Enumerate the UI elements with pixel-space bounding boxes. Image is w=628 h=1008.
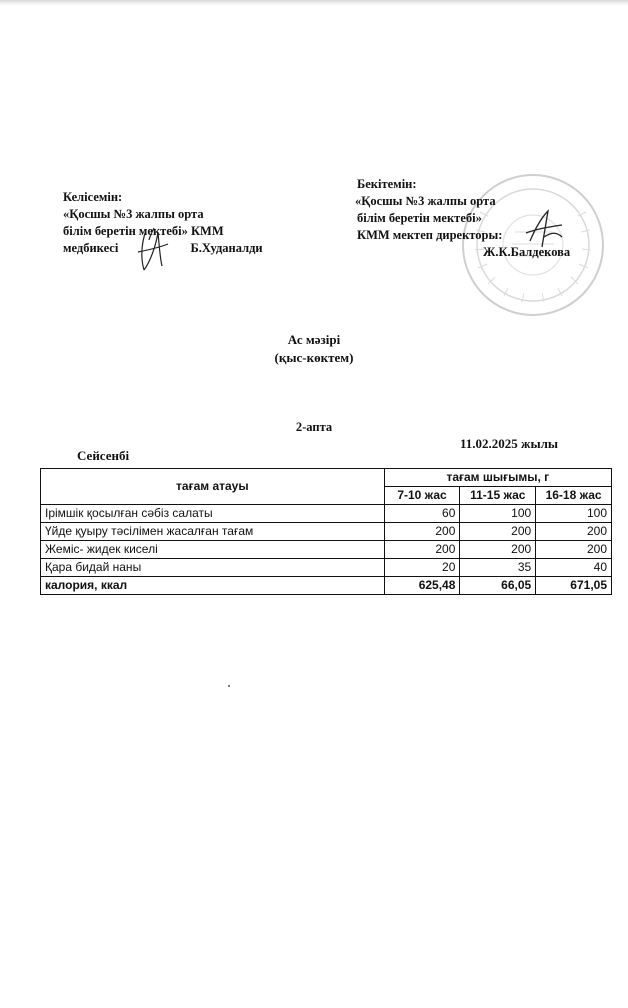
dish-name: Ірімшік қосылған сәбіз салаты <box>41 505 385 523</box>
approval-right-line2: «Қосшы №3 жалпы орта <box>355 194 496 208</box>
approval-left-line3: білім беретін мектебі» КММ <box>63 224 224 238</box>
season-subtitle: (қыс-көктем) <box>274 350 354 365</box>
approval-left-line1: Келісемін: <box>63 190 123 204</box>
week-label: 2-апта <box>295 420 333 434</box>
approval-left-line2: «Қосшы №3 жалпы орта <box>63 207 204 221</box>
portion-value: 35 <box>460 559 536 577</box>
dish-name: Қара бидай наны <box>41 559 385 577</box>
nurse-signature <box>132 222 172 277</box>
age-group-header: 16-18 жас <box>536 487 612 505</box>
portion-value: 200 <box>384 523 460 541</box>
portion-value: 20 <box>384 559 460 577</box>
approval-left-role: медбикесі <box>63 241 119 255</box>
portion-value: 200 <box>384 541 460 559</box>
menu-table <box>40 468 612 595</box>
age-group-header: 11-15 жас <box>460 487 536 505</box>
portion-value: 60 <box>384 505 460 523</box>
dish-name: Үйде қуыру тәсілімен жасалған тағам <box>41 523 385 541</box>
dish-name: Жеміс- жидек киселі <box>41 541 385 559</box>
portion-value: 200 <box>536 541 612 559</box>
age-group-header: 7-10 жас <box>384 487 460 505</box>
scan-edge <box>0 0 628 6</box>
portion-value: 40 <box>536 559 612 577</box>
table-row <box>41 559 612 577</box>
portion-value: 200 <box>460 523 536 541</box>
calorie-label: калория, ккал <box>41 577 385 595</box>
approval-right-line1: Бекітемін: <box>357 177 417 191</box>
table-row <box>41 523 612 541</box>
portion-value: 200 <box>536 523 612 541</box>
calorie-value: 66,05 <box>460 577 536 595</box>
approval-left-name: Б.Худаналди <box>190 241 263 255</box>
page-title: Ас мәзірі <box>287 332 341 347</box>
date-label: 11.02.2025 жылы <box>460 436 559 451</box>
portion-value: 200 <box>460 541 536 559</box>
table-header-row <box>41 469 612 487</box>
table-row <box>41 505 612 523</box>
table-row <box>41 541 612 559</box>
director-name: Ж.К.Балдекова <box>483 245 571 259</box>
calorie-total-row <box>41 577 612 595</box>
calorie-value: 625,48 <box>384 577 460 595</box>
col-header-name: тағам атауы <box>41 469 385 505</box>
col-header-yield: тағам шығымы, г <box>384 469 611 487</box>
director-signature <box>522 207 566 251</box>
approval-right-line3: білім беретін мектебі» <box>357 211 482 225</box>
day-label: Сейсенбі <box>77 448 130 463</box>
portion-value: 100 <box>460 505 536 523</box>
portion-value: 100 <box>536 505 612 523</box>
scan-speck <box>228 685 230 687</box>
calorie-value: 671,05 <box>536 577 612 595</box>
approval-right-line4: КММ мектеп директоры: <box>357 228 503 242</box>
